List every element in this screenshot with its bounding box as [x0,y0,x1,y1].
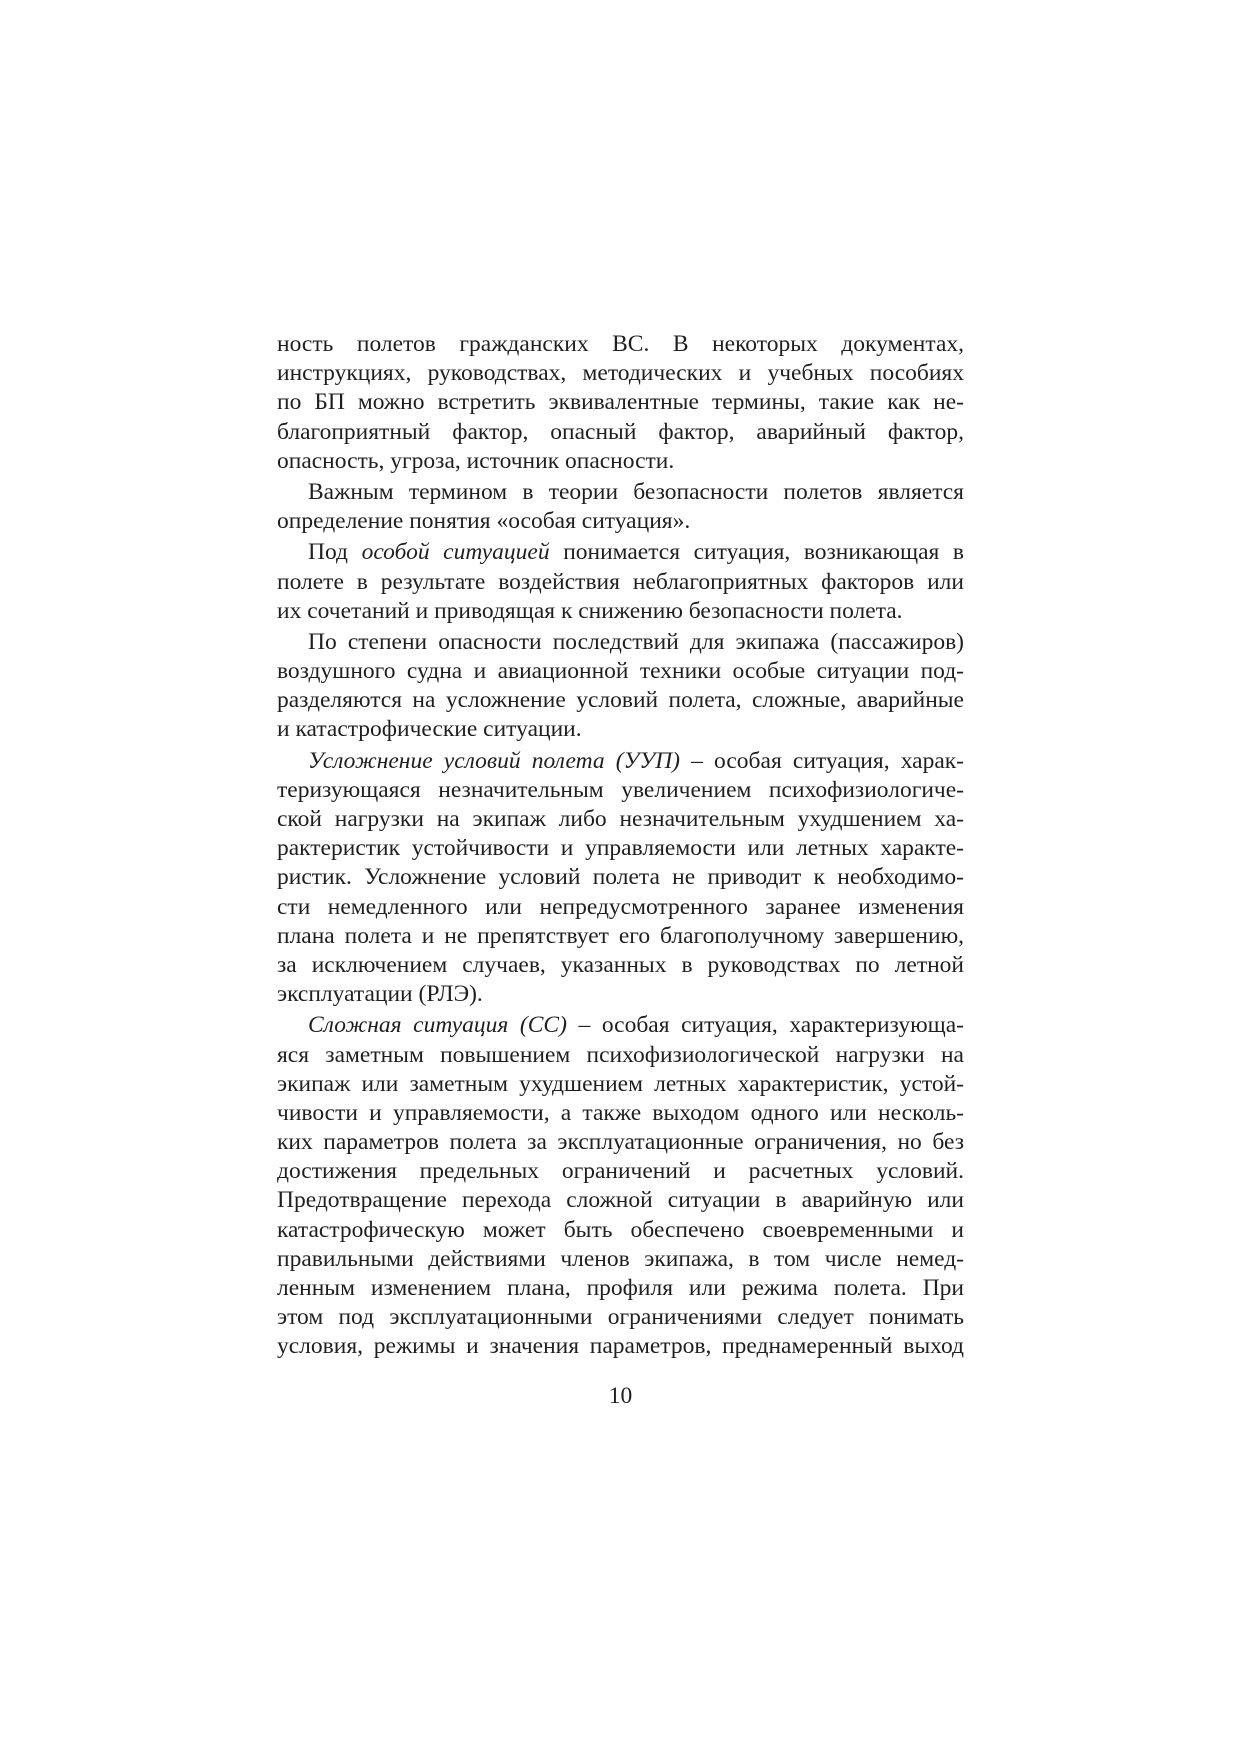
text-line: плана полета и не препятствует его благополучному завершению, [277,922,964,949]
text-line: катастрофическую может быть обеспечено своевременными и [277,1216,964,1243]
text-line: Предотвращение перехода сложной ситуации в аварийную или [277,1187,964,1214]
text-line: теризующаяся незначительным увеличением психофизиологиче- [277,776,964,803]
paragraph-4 [277,628,964,745]
text-line: по БП можно встретить эквивалентные термины, такие как не- [277,389,964,416]
text-line: эксплуатации (РЛЭ). [277,981,483,1008]
paragraph-6 [277,1011,964,1361]
page-number: 10 [608,1383,633,1409]
text-line: яся заметным повышением психофизиологической нагрузки на [277,1041,964,1068]
text-line: опасность, угроза, источник опасности. [277,447,675,474]
text-line: и катастрофические ситуации. [277,716,582,743]
text-line: определение понятия «особая ситуация». [277,508,691,535]
text-line: ность полетов гражданских ВС. В некоторых документах, [277,331,964,357]
text-line: рактеристик устойчивости и управляемости или летных характе- [277,835,964,862]
defined-term: Усложнение условий полета (УУП) [308,747,681,774]
paragraph-2 [277,478,964,536]
text-line: По степени опасности последствий для экипажа (пассажиров) [308,628,964,655]
text-line: Важным термином в теории безопасности полетов является [308,478,964,505]
text-line: достижения предельных ограничений и расчетных условий. [277,1158,964,1185]
text-line [277,1011,964,1040]
text-line: воздушного судна и авиационной техники особые ситуации под- [277,658,964,685]
text-line: этом под эксплуатационными ограничениями следует понимать [277,1304,964,1331]
text-fragment: – особая ситуация, харак- [680,747,964,774]
text-line: их сочетаний и приводящая к снижению безопасности полета. [277,597,903,624]
text-line: полете в результате воздействия неблагоприятных факторов или [277,568,964,595]
text-fragment: понимается ситуация, возникающая в [549,539,964,566]
text-line: инструкциях, руководствах, методических и учебных пособиях [277,360,964,387]
text-fragment: Под [308,539,362,566]
text-line: экипаж или заметным ухудшением летных характеристик, устой- [277,1070,964,1097]
text-line: ких параметров полета за эксплуатационные ограничения, но без [277,1129,964,1156]
body-text [277,330,964,1364]
text-line [277,747,964,776]
text-line: ской нагрузки на экипаж либо незначительным ухудшением ха- [277,806,964,832]
paragraph-3 [277,538,964,626]
text-line [277,538,964,567]
text-line: сти немедленного или непредусмотренного заранее изменения [277,893,964,920]
paragraph-1 [277,330,964,476]
text-line: чивости и управляемости, а также выходом одного или несколь- [277,1099,964,1126]
text-line: благоприятный фактор, опасный фактор, аварийный фактор, [277,418,964,445]
defined-term: Сложная ситуация (СС) [308,1012,567,1039]
text-line: условия, режимы и значения параметров, преднамеренный выход [277,1333,964,1360]
text-line: за исключением случаев, указанных в руководствах по летной [277,951,964,978]
text-line: правильными действиями членов экипажа, в том числе немед- [277,1245,964,1272]
text-line: разделяются на усложнение условий полета, сложные, аварийные [277,687,964,714]
defined-term: особой ситуацией [361,539,550,566]
text-fragment: – особая ситуация, характеризующа- [566,1012,964,1039]
text-line: ленным изменением плана, профиля или режима полета. При [277,1275,964,1301]
text-line: ристик. Усложнение условий полета не приводит к необходимо- [277,864,964,891]
paragraph-5 [277,747,964,1010]
